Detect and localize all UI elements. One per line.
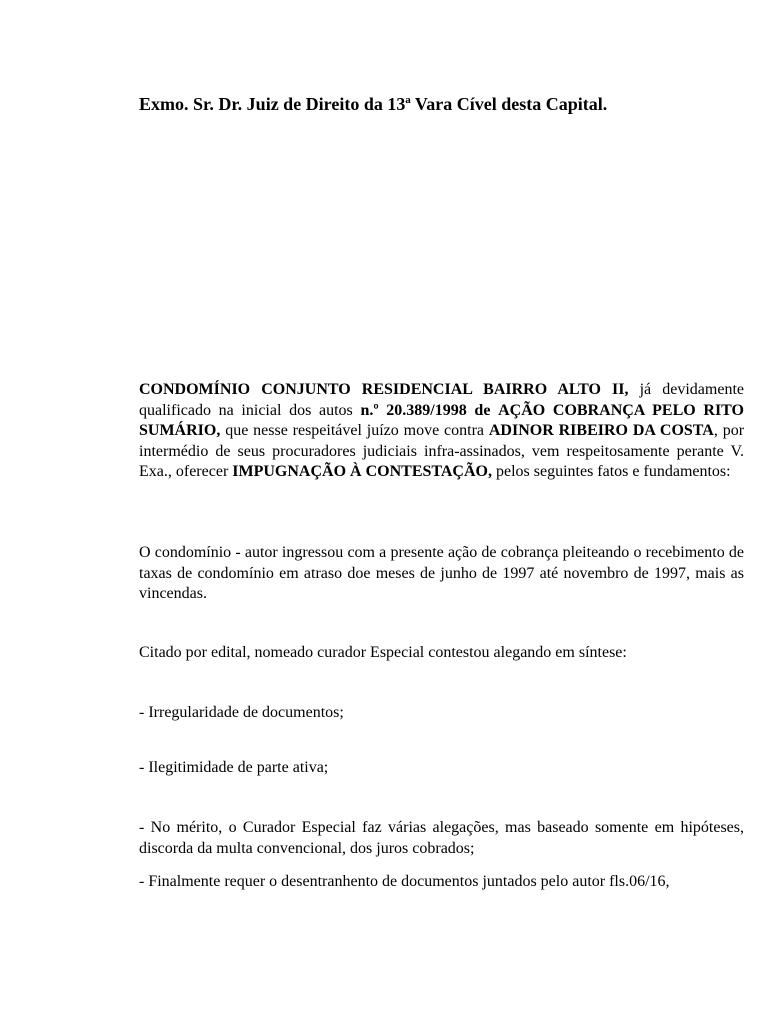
intro-text-5: pelos seguintes fatos e fundamentos:: [491, 463, 731, 480]
list-item: - Irregularidade de documentos;: [139, 704, 344, 721]
intro-text-2: [490, 402, 498, 419]
intro-text-1: já devidamente qualificado na inicial dos autos: [139, 381, 744, 419]
list-item: - Finalmente requer o desentranhento de documentos juntados pelo autor fls.06/16,: [139, 873, 670, 890]
case-number: n.º 20.389/1998 de: [360, 401, 491, 419]
action-type: AÇÃO COBRANÇA PELO RITO SUMÁRIO,: [139, 401, 745, 439]
addressee-heading: Exmo. Sr. Dr. Juiz de Direito da 13ª Vara Cível desta Capital.: [139, 94, 608, 114]
list-item: - No mérito, o Curador Especial faz várias alegações, mas baseado somente em hipóteses, discorda da multa convencional, dos juros cobrados;: [139, 819, 744, 857]
facts-paragraph: O condomínio - autor ingressou com a presente ação de cobrança pleiteando o recebimento de taxas de condomínio em atraso doe meses de junho de 1997 até novembro de 1997, mais as vincendas.: [139, 544, 744, 602]
defendant-name: ADINOR RIBEIRO DA COSTA: [488, 422, 714, 439]
intro-paragraph: [139, 380, 744, 483]
plaintiff-name: CONDOMÍNIO CONJUNTO RESIDENCIAL BAIRRO ALTO II,: [139, 381, 629, 398]
intro-text-4: , por intermédio de seus procuradores judiciais infra-assinados, vem respeitosamente perante V. Exa., oferecer: [139, 422, 745, 480]
summary-paragraph: Citado por edital, nomeado curador Especial contestou alegando em síntese:: [139, 644, 627, 661]
list-item: - Ilegitimidade de parte ativa;: [139, 759, 329, 776]
motion-title: IMPUGNAÇÃO À CONTESTAÇÃO,: [232, 463, 492, 480]
intro-text-3: que nesse respeitável juízo move contra: [220, 422, 489, 439]
